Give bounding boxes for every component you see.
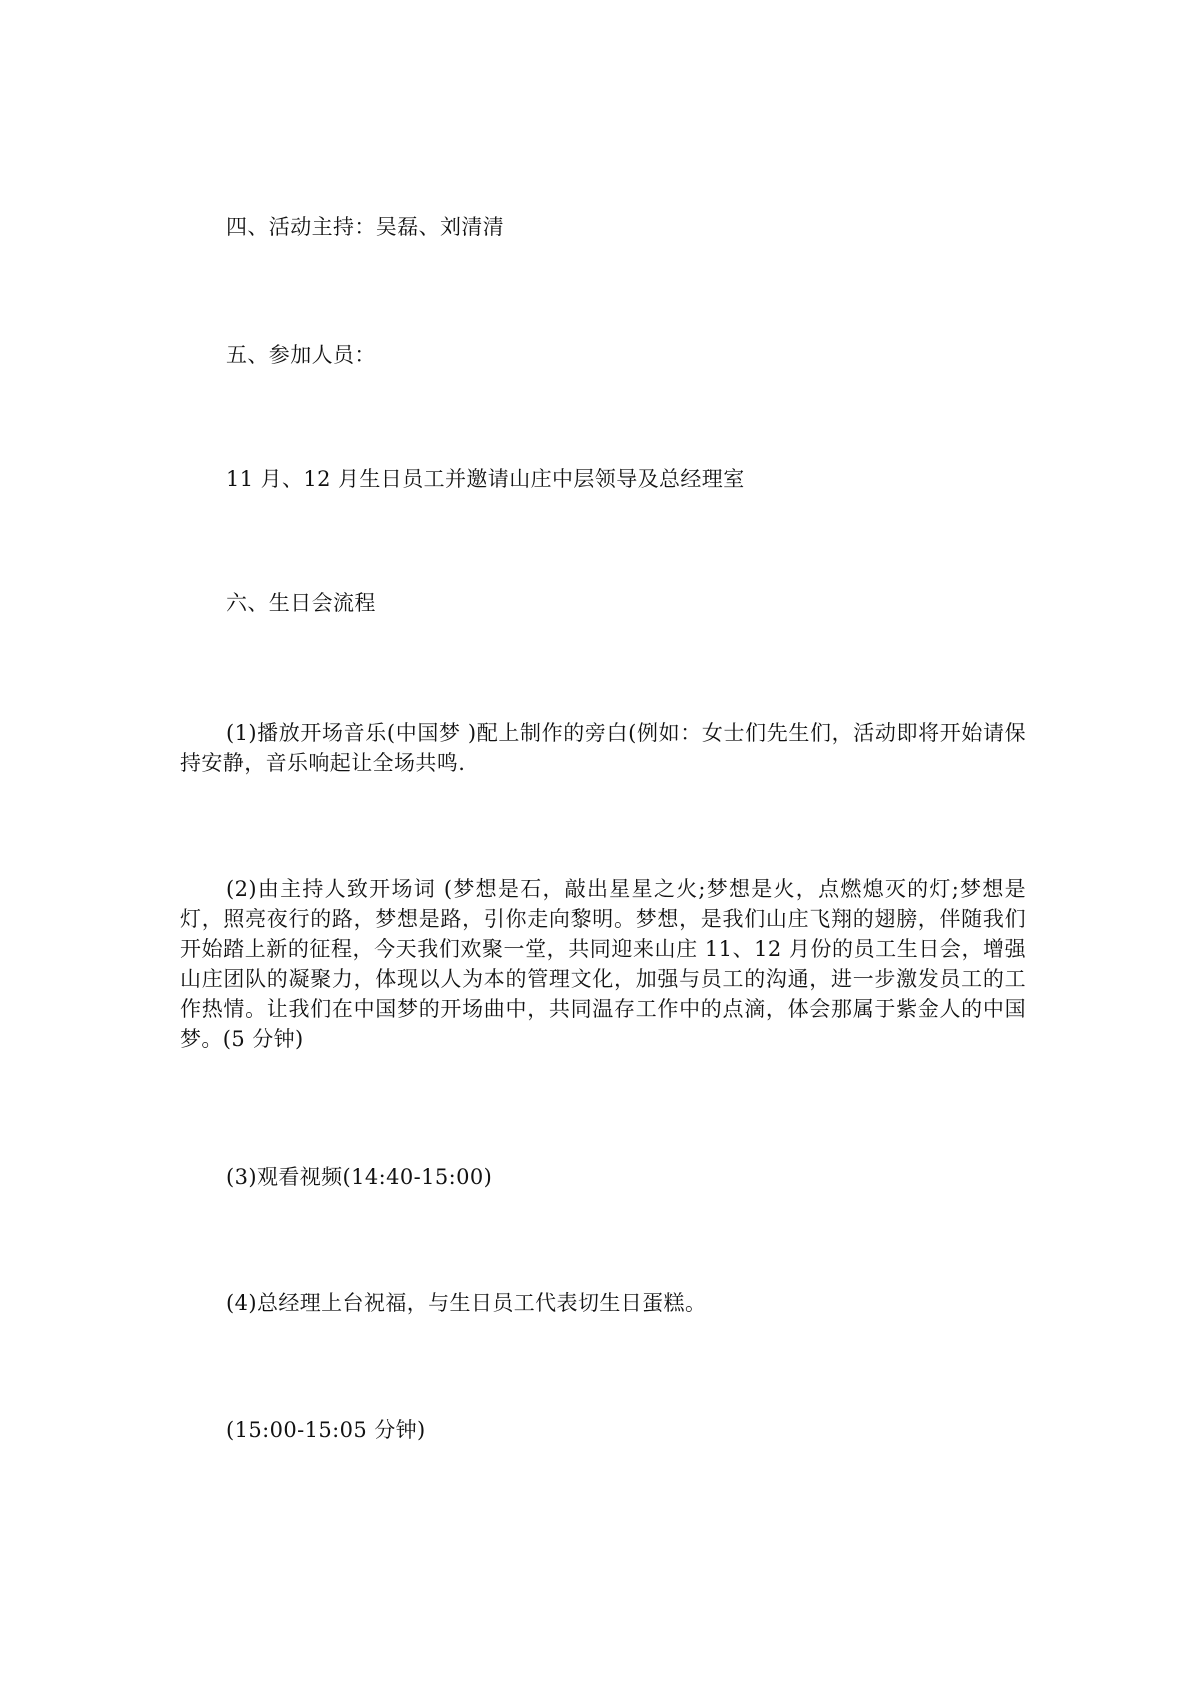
process-step-4-time: (15:00-15:05 分钟) — [226, 1418, 426, 1442]
process-heading: 六、生日会流程 — [226, 591, 376, 615]
process-step-3: (3)观看视频(14:40-15:00) — [226, 1165, 493, 1189]
process-step-4: (4)总经理上台祝福，与生日员工代表切生日蛋糕。 — [226, 1291, 707, 1315]
process-step-1: (1)播放开场音乐(中国梦 )配上制作的旁白(例如：女士们先生们，活动即将开始请保持安静，音乐响起让全场共鸣. — [180, 721, 1026, 775]
process-step-2: (2)由主持人致开场词 (梦想是石，敲出星星之火;梦想是火，点燃熄灭的灯;梦想是灯，照亮夜行的路，梦想是路，引你走向黎明。梦想，是我们山庄飞翔的翅膀，伴随我们开始踏上新的征程，今天我们欢聚一堂，共同迎来山庄 11、12 月份的员工生日会，增强山庄团队的凝聚力，体现以人为本的管理文化，加强与员工的沟通，进一步激发员工的工作热情。让我们在中国梦的开场曲中，共同温存工作中的点滴，体会那属于紫金人的中国梦。(5 分钟) — [180, 877, 1026, 1051]
host-paragraph: 四、活动主持：吴磊、刘清清 — [226, 215, 505, 239]
participants-paragraph: 11 月、12 月生日员工并邀请山庄中层领导及总经理室 — [226, 467, 745, 491]
participants-heading: 五、参加人员： — [226, 343, 376, 367]
